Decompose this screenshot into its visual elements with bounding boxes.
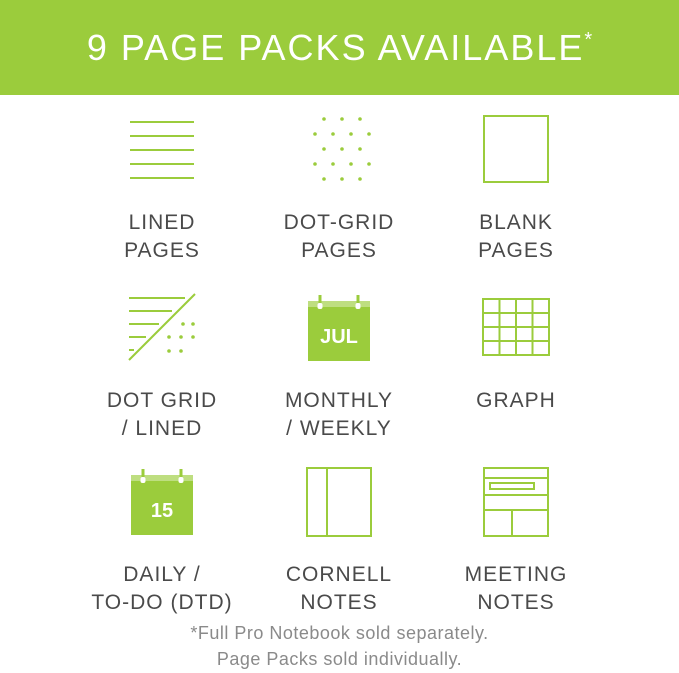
dot-grid-icon: [302, 113, 376, 187]
pack-graph: [416, 291, 616, 415]
footer-note: [0, 620, 679, 672]
pack-label: DAILY / TO-DO (DTD): [91, 563, 233, 614]
graph-grid-icon: [479, 291, 553, 365]
lined-pages-icon: [125, 113, 199, 187]
pack-label: MONTHLY / WEEKLY: [284, 389, 394, 440]
pack-label: MEETING NOTES: [464, 563, 568, 614]
footer-line-2: Page Packs sold individually.: [216, 649, 463, 669]
pack-label: LINED PAGES: [124, 211, 200, 262]
meeting-notes-icon: [479, 465, 553, 539]
pack-label: DOT-GRID PAGES: [283, 211, 395, 262]
pack-lined-pages: [62, 113, 262, 265]
pack-dot-grid-lined: [62, 291, 262, 443]
calendar-day-icon: [125, 465, 199, 539]
pack-label: DOT GRID / LINED: [106, 389, 218, 440]
pack-meeting-notes: [416, 465, 616, 617]
pack-blank-pages: [416, 113, 616, 265]
pack-cornell-notes: [239, 465, 439, 617]
title-asterisk: *: [584, 28, 593, 51]
pack-label: CORNELL NOTES: [285, 563, 393, 614]
header-banner: [0, 0, 679, 95]
footer-line-1: *Full Pro Notebook sold separately.: [190, 623, 489, 643]
calendar-day-text: 15: [150, 500, 174, 522]
calendar-month-icon: [302, 291, 376, 365]
pack-label: BLANK PAGES: [478, 211, 554, 262]
cornell-notes-icon: [302, 465, 376, 539]
calendar-month-text: JUL: [320, 326, 358, 348]
dot-grid-lined-icon: [125, 291, 199, 365]
page-title: 9 PAGE PACKS AVAILABLE*: [86, 26, 593, 68]
pack-dot-grid-pages: [239, 113, 439, 265]
pack-daily-todo: [62, 465, 262, 617]
blank-page-icon: [479, 113, 553, 187]
pack-monthly-weekly: [239, 291, 439, 443]
pack-label: GRAPH: [476, 389, 556, 412]
